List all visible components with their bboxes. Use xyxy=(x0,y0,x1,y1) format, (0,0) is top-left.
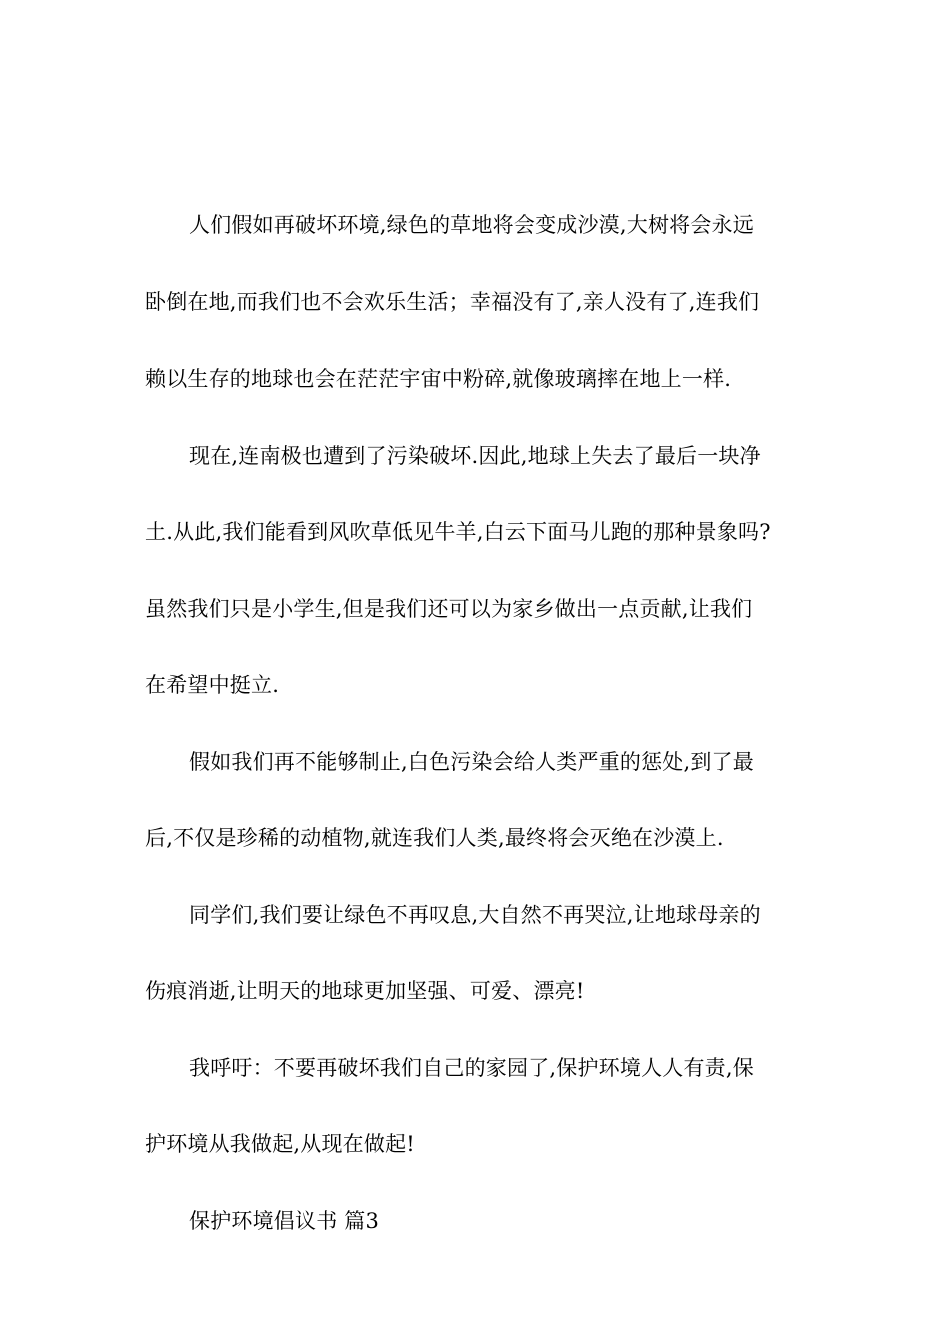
paragraph-3-line-1: 假如我们再不能够制止,白色污染会给人类严重的惩处,到了最 xyxy=(189,750,754,774)
paragraph-2-line-1: 现在,连南极也遭到了污染破坏.因此,地球上失去了最后一块净 xyxy=(189,444,761,468)
paragraph-4-line-1: 同学们,我们要让绿色不再叹息,大自然不再哭泣,让地球母亲的 xyxy=(189,903,761,927)
paragraph-5-line-1: 我呼吁：不要再破坏我们自己的家园了,保护环境人人有责,保 xyxy=(189,1056,754,1080)
paragraph-2-line-3: 虽然我们只是小学生,但是我们还可以为家乡做出一点贡献,让我们 xyxy=(145,597,753,621)
section-heading: 保护环境倡议书 篇3 xyxy=(189,1209,380,1233)
paragraph-3-line-2: 后,不仅是珍稀的动植物,就连我们人类,最终将会灭绝在沙漠上. xyxy=(145,826,724,850)
paragraph-5-line-2: 护环境从我做起,从现在做起! xyxy=(145,1132,415,1156)
paragraph-4-line-2: 伤痕消逝,让明天的地球更加坚强、可爱、漂亮! xyxy=(145,979,585,1003)
paragraph-2-line-4: 在希望中挺立. xyxy=(145,673,280,697)
paragraph-1-line-3: 赖以生存的地球也会在茫茫宇宙中粉碎,就像玻璃摔在地上一样. xyxy=(145,367,732,391)
paragraph-1-line-1: 人们假如再破坏环境,绿色的草地将会变成沙漠,大树将会永远 xyxy=(189,213,754,237)
paragraph-1-line-2: 卧倒在地,而我们也不会欢乐生活；幸福没有了,亲人没有了,连我们 xyxy=(145,290,760,314)
paragraph-2-line-2: 土.从此,我们能看到风吹草低见牛羊,白云下面马儿跑的那种景象吗? xyxy=(145,520,771,544)
